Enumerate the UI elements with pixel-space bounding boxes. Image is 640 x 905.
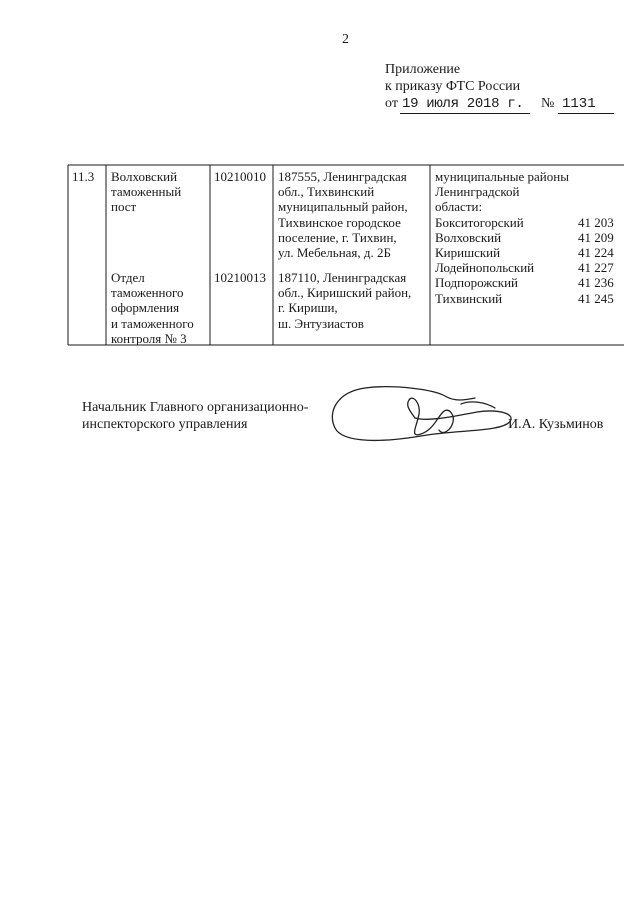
signatory-title-line-1: Начальник Главного организационно- bbox=[82, 400, 309, 415]
office-2-name-line: оформления bbox=[111, 300, 180, 316]
office-1-name-line: таможенный bbox=[111, 184, 182, 200]
signatory-name: И.А. Кузьминов bbox=[508, 417, 604, 432]
page-number: 2 bbox=[342, 32, 349, 47]
office-2-address-line: 187110, Ленинградская bbox=[278, 270, 407, 285]
office-2-address bbox=[278, 270, 411, 331]
office-1-address-line: муниципальный район, bbox=[278, 199, 408, 215]
region-code: 41 245 bbox=[578, 290, 614, 306]
region-line: области: bbox=[435, 199, 483, 215]
region-code: 41 209 bbox=[578, 229, 614, 245]
office-1-name-line: пост bbox=[111, 199, 137, 215]
office-2-address-line: ш. Энтузиастов bbox=[278, 315, 364, 331]
office-2-address-line: обл., Киришский район, bbox=[278, 285, 412, 301]
office-2-name-line: Отдел bbox=[111, 270, 145, 285]
region-line: Подпорожский bbox=[435, 275, 519, 291]
header-line-1: Приложение bbox=[385, 62, 461, 77]
office-2-name-line: контроля № 3 bbox=[111, 330, 187, 346]
header-line-2: к приказу ФТС России bbox=[385, 79, 521, 94]
office-1-address bbox=[278, 169, 408, 260]
office-1-address-line: обл., Тихвинский bbox=[278, 184, 375, 200]
region-code: 41 224 bbox=[578, 244, 614, 260]
region-code-list bbox=[578, 169, 614, 306]
office-1-code: 10210010 bbox=[214, 169, 266, 184]
region-line: Киришский bbox=[435, 245, 501, 261]
office-1-name-line: Волховский bbox=[111, 169, 178, 184]
region-line: Тихвинский bbox=[435, 290, 503, 306]
region-code bbox=[578, 184, 614, 199]
number-prefix: № bbox=[541, 96, 555, 111]
region-line: Лодейнопольский bbox=[435, 260, 535, 276]
office-2-code: 10210013 bbox=[214, 270, 266, 285]
region-code: 41 236 bbox=[578, 275, 614, 291]
office-1-address-line: ул. Мебельная, д. 2Б bbox=[278, 245, 391, 261]
date-value: 19 июля 2018 г. bbox=[402, 96, 524, 112]
handwritten-signature bbox=[325, 382, 525, 462]
region-code: 41 227 bbox=[578, 260, 614, 276]
region-line: Волховский bbox=[435, 229, 502, 245]
office-2-address-line: г. Кириши, bbox=[278, 300, 338, 316]
office-2-name-line: таможенного bbox=[111, 285, 184, 301]
region-code: 41 203 bbox=[578, 214, 614, 230]
row-number: 11.3 bbox=[72, 169, 95, 184]
office-1-address-line: 187555, Ленинградская bbox=[278, 169, 407, 184]
number-value: 1131 bbox=[562, 96, 596, 112]
region-line: муниципальные районы bbox=[435, 169, 569, 184]
office-2-name-line: и таможенного bbox=[111, 315, 194, 331]
region-code bbox=[578, 199, 614, 214]
region-line: Ленинградской bbox=[435, 184, 520, 200]
office-2-name bbox=[111, 270, 194, 346]
office-1-address-line: поселение, г. Тихвин, bbox=[278, 229, 397, 245]
region-list bbox=[435, 169, 569, 306]
region-code bbox=[578, 169, 614, 184]
date-prefix: от bbox=[385, 96, 398, 111]
region-line: Бокситогорский bbox=[435, 214, 524, 230]
office-1-address-line: Тихвинское городское bbox=[278, 214, 401, 230]
office-1-name bbox=[111, 169, 181, 215]
signatory-title-line-2: инспекторского управления bbox=[82, 417, 248, 432]
